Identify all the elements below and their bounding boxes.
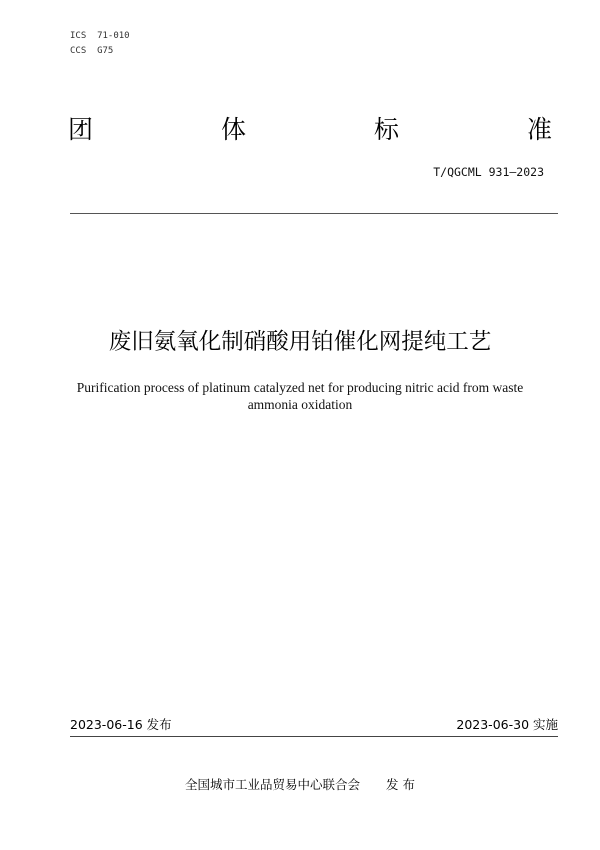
publish-action: 发 布 [386,777,415,792]
ics-code: ICS 71-010 [70,31,130,41]
standard-type-char: 团 [68,115,94,144]
english-title-line: ammonia oxidation [247,397,353,412]
english-title [50,379,550,413]
standard-type-char: 标 [373,115,399,144]
publisher-name: 全国城市工业品贸易中心联合会 [185,777,361,792]
ccs-code: CCS G75 [70,46,114,56]
classification-codes [70,29,130,59]
chinese-title: 废旧氨氧化制硝酸用铂催化网提纯工艺 [108,329,492,355]
standard-type-char: 准 [526,115,552,144]
standard-number: T/QGCML 931—2023 [433,165,544,179]
standard-type-heading [68,112,552,148]
implementation-date: 2023-06-30 实施 [456,717,558,732]
footer-divider [70,736,558,737]
standard-type-char: 体 [220,115,246,144]
header-divider [70,213,558,214]
publisher-line [0,776,600,794]
issue-date: 2023-06-16 发布 [70,717,172,732]
english-title-line: Purification process of platinum catalyzed net for producing nitric acid from waste [76,380,524,395]
